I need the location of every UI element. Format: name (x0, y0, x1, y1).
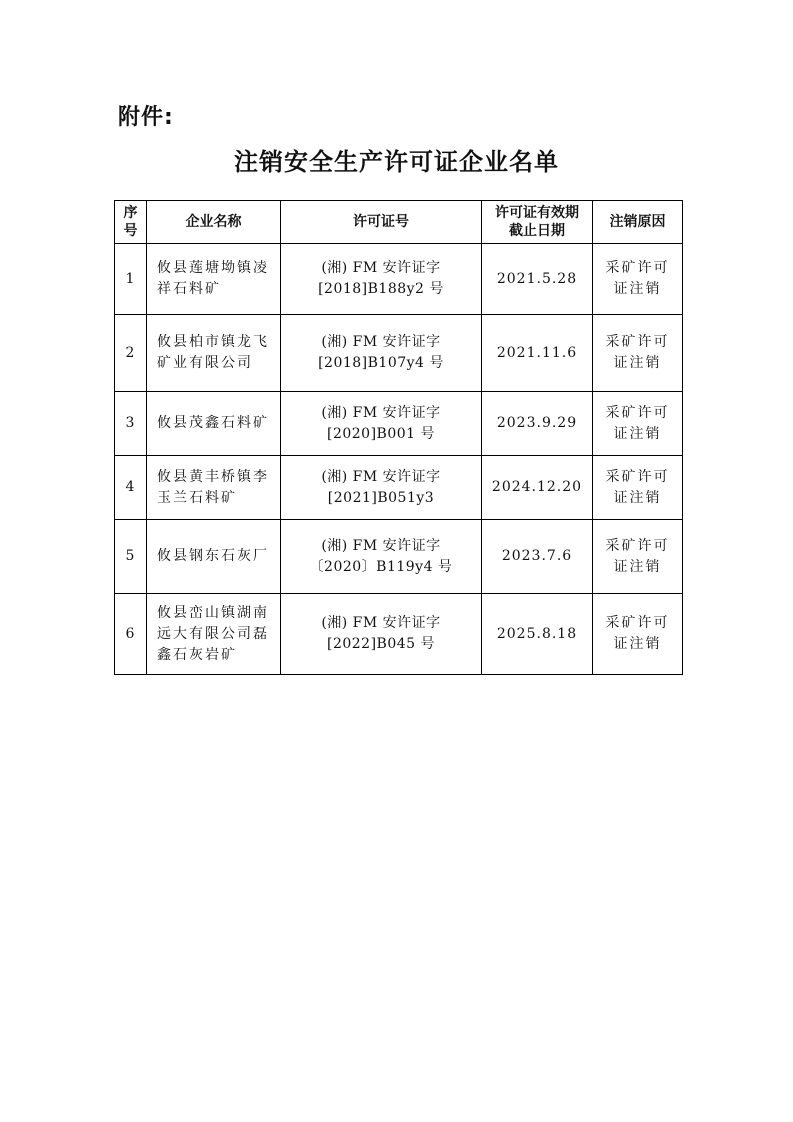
company-name (147, 392, 281, 456)
revocation-reason (593, 456, 683, 520)
table-row (115, 456, 683, 520)
header-company-name: 企业名称 (147, 201, 281, 244)
expiry-date: 2023.9.29 (482, 392, 593, 456)
reason-line: 采矿许可 (605, 404, 670, 421)
table-row (115, 244, 683, 315)
reason-line: 采矿许可 (605, 260, 670, 276)
revocation-reason (593, 315, 683, 392)
license-line: [2018]B188y2 号 (318, 281, 444, 297)
company-name-line: 攸县黄丰桥镇李 (157, 468, 269, 485)
reason-line: 证注销 (613, 425, 662, 442)
company-name-line: 鑫石灰岩矿 (157, 646, 237, 663)
company-name (147, 594, 281, 675)
header-expiry-line2: 截止日期 (509, 223, 565, 239)
license-number (281, 315, 482, 392)
company-name-line: 玉兰石料矿 (157, 489, 237, 506)
expiry-date: 2021.11.6 (482, 315, 593, 392)
row-number: 6 (115, 594, 147, 675)
company-name-line: 攸县柏市镇龙飞 (157, 334, 269, 350)
row-number: 1 (115, 244, 147, 315)
license-line: [2021]B051y3 (327, 489, 435, 506)
reason-line: 证注销 (613, 558, 662, 575)
license-line: [2018]B107y4 号 (318, 355, 444, 371)
license-line: (湘) FM 安许证字 (321, 404, 441, 421)
row-number: 5 (115, 520, 147, 594)
header-number-line1: 序 (123, 205, 138, 221)
header-number-line2: 号 (123, 223, 138, 239)
license-line: 〔2020〕B119y4 号 (309, 558, 453, 575)
header-expiry-line1: 许可证有效期 (495, 205, 579, 221)
row-number: 2 (115, 315, 147, 392)
header-number (115, 201, 147, 244)
page-title: 注销安全生产许可证企业名单 (234, 147, 559, 176)
table-row (115, 594, 683, 675)
revocation-reason (593, 520, 683, 594)
license-line: (湘) FM 安许证字 (321, 537, 441, 554)
header-license-number: 许可证号 (281, 201, 482, 244)
company-name-line: 远大有限公司磊 (157, 625, 269, 642)
company-name-line: 祥石料矿 (157, 281, 221, 297)
company-name (147, 456, 281, 520)
reason-line: 采矿许可 (605, 615, 670, 631)
revocation-reason (593, 244, 683, 315)
revocation-reason (593, 392, 683, 456)
license-number (281, 244, 482, 315)
revoked-license-table (114, 200, 683, 675)
reason-line: 证注销 (613, 355, 662, 371)
license-line: [2022]B045 号 (326, 636, 435, 652)
attachment-label: 附件: (118, 105, 174, 130)
row-number: 3 (115, 392, 147, 456)
company-name-line: 攸县峦山镇湖南 (157, 604, 269, 621)
company-name-line: 矿业有限公司 (157, 355, 253, 371)
license-number (281, 456, 482, 520)
reason-line: 证注销 (613, 489, 662, 506)
company-name (147, 244, 281, 315)
expiry-date: 2023.7.6 (482, 520, 593, 594)
license-line: (湘) FM 安许证字 (321, 468, 441, 485)
reason-line: 证注销 (613, 636, 662, 652)
table-row (115, 520, 683, 594)
expiry-date: 2024.12.20 (482, 456, 593, 520)
header-revocation-reason: 注销原因 (593, 201, 683, 244)
license-line: (湘) FM 安许证字 (321, 260, 441, 276)
reason-line: 采矿许可 (605, 334, 670, 350)
row-number: 4 (115, 456, 147, 520)
license-line: (湘) FM 安许证字 (321, 615, 441, 631)
table-header-row (115, 201, 683, 244)
license-number (281, 520, 482, 594)
expiry-date: 2021.5.28 (482, 244, 593, 315)
table-row (115, 392, 683, 456)
license-line: (湘) FM 安许证字 (321, 334, 441, 350)
table-row (115, 315, 683, 392)
revocation-reason (593, 594, 683, 675)
license-number (281, 594, 482, 675)
license-number (281, 392, 482, 456)
company-name-line: 攸县莲塘坳镇凌 (157, 260, 269, 276)
reason-line: 证注销 (613, 281, 662, 297)
company-name-line: 攸县钢东石灰厂 (157, 548, 269, 564)
expiry-date: 2025.8.18 (482, 594, 593, 675)
company-name (147, 315, 281, 392)
company-name (147, 520, 281, 594)
license-line: [2020]B001 号 (326, 425, 435, 442)
company-name-line: 攸县茂鑫石料矿 (157, 415, 269, 431)
reason-line: 采矿许可 (605, 537, 670, 554)
reason-line: 采矿许可 (605, 468, 670, 485)
header-expiry-date (482, 201, 593, 244)
